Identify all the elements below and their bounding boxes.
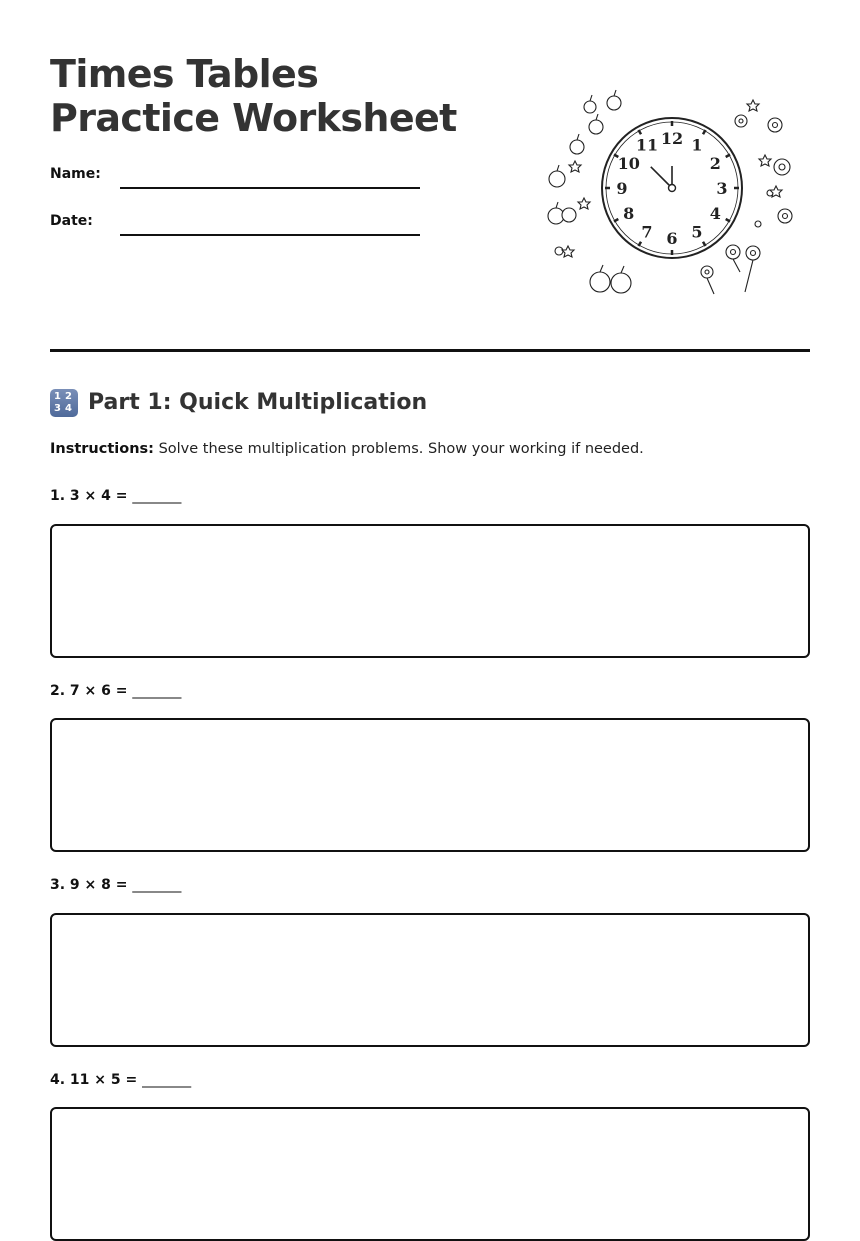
clock-number: 7 xyxy=(641,222,653,242)
question-2: 2. 7 × 6 = _______ xyxy=(50,683,182,699)
clock-number: 1 xyxy=(691,135,703,155)
clock-number: 10 xyxy=(617,154,640,173)
date-label: Date: xyxy=(50,213,93,229)
question-4: 4. 11 × 5 = _______ xyxy=(50,1072,192,1088)
clock-number: 4 xyxy=(709,204,721,223)
instructions-text: Solve these multiplication problems. Show your working if needed. xyxy=(153,441,644,457)
instructions xyxy=(50,441,644,457)
question-3: 3. 9 × 8 = _______ xyxy=(50,877,182,893)
clock-number: 9 xyxy=(616,179,628,198)
clock-number: 11 xyxy=(635,135,659,155)
part1-heading-text: Part 1: Quick Multiplication xyxy=(88,390,428,415)
clock-number: 8 xyxy=(623,204,635,223)
name-label: Name: xyxy=(50,166,101,182)
clock-number: 5 xyxy=(691,222,703,242)
name-input-line[interactable] xyxy=(120,187,420,189)
date-input-line[interactable] xyxy=(120,234,420,236)
clock-illustration xyxy=(540,88,800,300)
part1-heading xyxy=(50,389,427,417)
input-numbers-icon: 1 2 3 4 xyxy=(50,389,78,417)
clock-number: 2 xyxy=(709,154,721,173)
clock-number: 3 xyxy=(716,179,728,198)
answer-box-1[interactable] xyxy=(50,524,810,658)
instructions-label: Instructions: xyxy=(50,441,154,457)
answer-box-2[interactable] xyxy=(50,718,810,852)
worksheet-title: Times Tables Practice Worksheet xyxy=(50,52,457,140)
answer-box-4[interactable] xyxy=(50,1107,810,1241)
clock-number: 6 xyxy=(666,229,678,248)
section-divider xyxy=(50,349,810,352)
answer-box-3[interactable] xyxy=(50,913,810,1047)
clock-number: 12 xyxy=(660,129,684,148)
question-1: 1. 3 × 4 = _______ xyxy=(50,488,182,504)
clock-icon xyxy=(602,118,742,258)
